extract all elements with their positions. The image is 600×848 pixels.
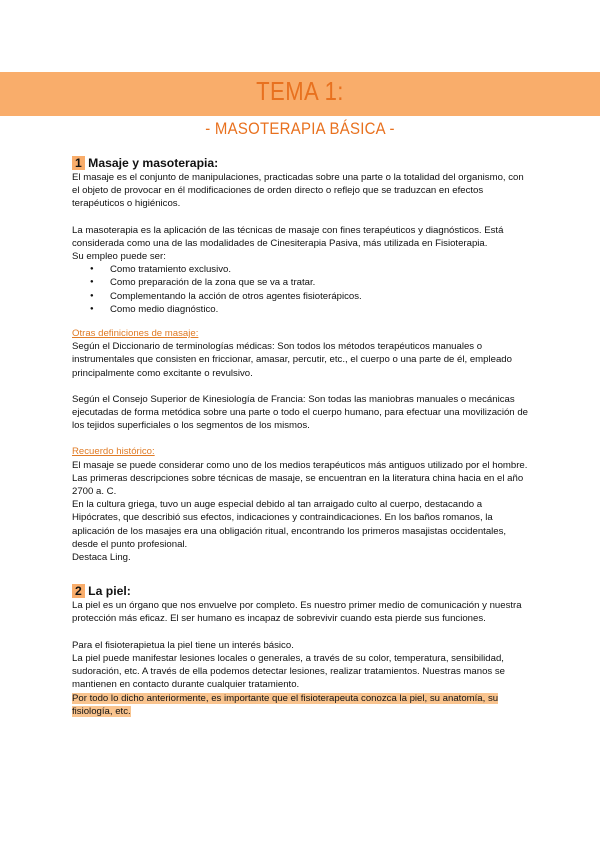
section-heading: [72, 584, 532, 599]
uses-list: [72, 263, 532, 316]
paragraph: Su empleo puede ser:: [72, 251, 166, 263]
paragraph: Según el Diccionario de terminologías médicas: Son todos los métodos terapéuticos manuales o instrumentales que consisten en friccionar, amasar, percutir, etc., el cuerpo o una parte de él, empleado principalmente como excitante o revulsivo.: [72, 341, 512, 379]
subheading: Otras definiciones de masaje:: [72, 328, 199, 340]
paragraph: La masoterapia es la aplicación de las técnicas de masaje con fines terapéuticos y diagnósticos. Está considerada como una de las modalidades de Cinesiterapia Pasiva, más utilizada en Fisioterapia.: [72, 224, 504, 249]
highlight-text: Por todo lo dicho anteriormente, es importante que el fisioterapeuta conozca la piel, su anatomía, su fisiología, etc.: [72, 692, 499, 717]
highlighted-paragraph: [72, 692, 532, 718]
subheading: Recuerdo histórico:: [72, 446, 155, 458]
paragraph: Las primeras descripciones sobre técnicas de masaje, se encuentran en la literatura china hacia en el año 2700 a. C.: [72, 472, 524, 498]
list-item: ● Como tratamiento exclusivo.: [110, 263, 532, 276]
section-number: 2: [72, 584, 85, 598]
paragraph: La piel es un órgano que nos envuelve por completo. Es nuestro primer medio de comunicación y nuestra protección más eficaz. El ser humano es incapaz de sobrevivir cuando esta pierde sus funciones.: [72, 600, 522, 625]
section-heading: [72, 156, 532, 171]
paragraph: El masaje es el conjunto de manipulaciones, practicadas sobre una parte o la totalidad del organismo, con el objeto de provocar en él modificaciones de orden directo o reflejo que se traduzcan en efectos terapéuticos o higiénicos.: [72, 172, 524, 210]
paragraph: Según el Consejo Superior de Kinesiología de Francia: Son todas las maniobras manuales o mecánicas ejecutadas de forma metódica sobre una parte o todo el cuerpo humano, para efectuar una movilización de los tejidos superficiales o los segmentos de los mismos.: [72, 393, 528, 432]
list-item: ● Complementando la acción de otros agentes fisioterápicos.: [110, 290, 532, 303]
paragraph: Destaca Ling.: [72, 552, 131, 564]
document-body: [72, 156, 532, 718]
paragraph: La piel puede manifestar lesiones locales o generales, a través de su color, temperatura, sensibilidad, sudoración, etc. A través de ella podemos detectar lesiones, realizar tratamientos. Nuestras manos se mantienen en contacto durante cualquier tratamiento.: [72, 652, 506, 691]
list-item: ● Como medio diagnóstico.: [110, 303, 532, 316]
paragraph: El masaje se puede considerar como uno de los medios terapéuticos más antiguos utilizado por el hombre.: [72, 459, 528, 471]
paragraph: Para el fisioterapietua la piel tiene un interés básico.: [72, 639, 294, 651]
section-title: Masaje y masoterapia:: [88, 156, 219, 170]
list-item: ● Como preparación de la zona que se va a tratar.: [110, 276, 532, 289]
page-subtitle: - MASOTERAPIA BÁSICA -: [205, 119, 395, 138]
section-title: La piel:: [88, 584, 131, 599]
paragraph: En la cultura griega, tuvo un auge especial debido al tan arraigado culto al cuerpo, destacando a Hipócrates, que describió sus efectos, indicaciones y contraindicaciones. En los baños romanos, la aplicación de los masajes era una obligación ritual, encontrando los primeros masajistas occidentales, desde el punto profesional.: [72, 499, 507, 550]
page-title: TEMA 1:: [256, 76, 344, 106]
section-number: 1: [72, 156, 85, 170]
